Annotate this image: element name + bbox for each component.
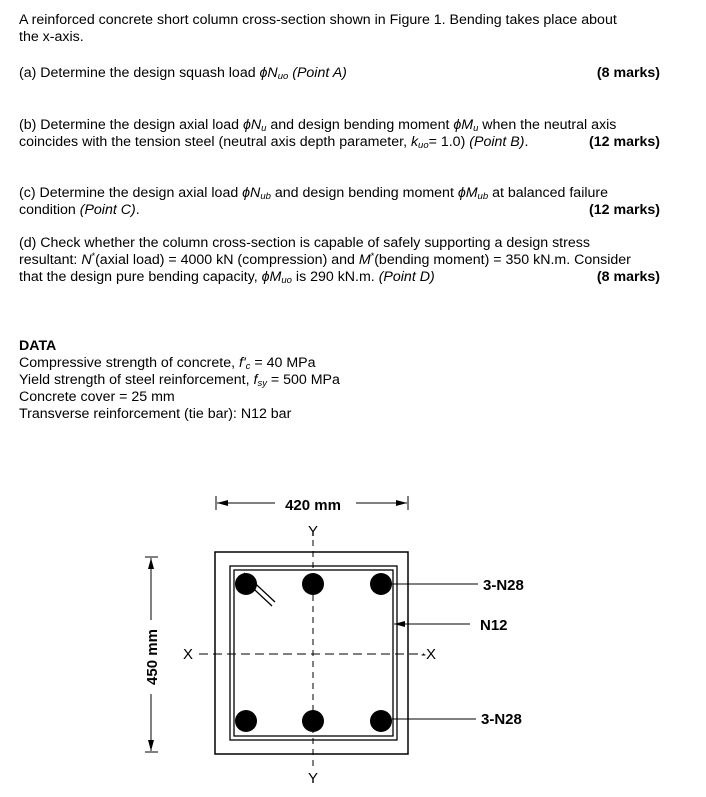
marks-c: (12 marks) (589, 202, 660, 218)
question-c-text-4: condition (19, 202, 80, 218)
data-steel-value: = 500 MPa (266, 372, 340, 388)
question-b-text-4: coincides with the tension steel (neutral axis depth parameter, (19, 134, 411, 150)
axial-load-subscript: u (261, 123, 267, 134)
question-d-text-3b: is 290 kN.m. (291, 269, 379, 285)
squash-load-symbol: ϕN (259, 65, 278, 81)
point-c-label: (Point C) (79, 202, 136, 218)
height-label: 450 mm (144, 629, 161, 685)
pure-bending-symbol: ϕM (261, 269, 282, 285)
callout-bottom-bars (392, 711, 522, 728)
axial-load-symbol: ϕN (242, 117, 262, 133)
question-b-text-3: when the neutral axis (478, 117, 617, 133)
pure-bending-subscript: uo (281, 275, 292, 286)
fsy-subscript: sy (257, 378, 267, 389)
n-star-superscript: * (91, 251, 96, 261)
data-line-tie: Transverse reinforcement (tie bar): N12 bar (19, 406, 292, 422)
bar-bottom-middle (302, 710, 324, 732)
label-top-bars: 3-N28 (483, 577, 524, 594)
point-d-label: (Point D) (378, 269, 435, 285)
question-a-text: (a) Determine the design squash load (19, 65, 260, 81)
bar-top-middle (302, 573, 324, 595)
fc-symbol: f' (239, 355, 246, 371)
question-b-text-1: (b) Determine the design axial load (19, 117, 243, 133)
callout-top-bars (392, 577, 524, 594)
question-b-period: . (524, 134, 529, 150)
balanced-axial-subscript: ub (260, 191, 271, 202)
squash-load-subscript: uo (277, 71, 289, 82)
question-b-text-5: = 1.0) (428, 134, 470, 150)
question-d-line-1: (d) Check whether the column cross-section is capable of safely supporting a design stress (19, 235, 590, 251)
moment-symbol: ϕM (453, 117, 474, 133)
balanced-moment-symbol: ϕM (457, 185, 478, 201)
callout-tie (394, 617, 508, 634)
fsy-symbol: f (253, 372, 258, 388)
width-label: 420 mm (285, 497, 341, 514)
question-c-text-3: at balanced failure (488, 185, 609, 201)
data-steel-text: Yield strength of steel reinforcement, (19, 372, 254, 388)
n-star-symbol: N (81, 252, 92, 268)
question-c-text-1: (c) Determine the design axial load (19, 185, 243, 201)
k-subscript: uo (418, 140, 429, 151)
marks-a: (8 marks) (596, 65, 660, 81)
y-axis-top-label: Y (307, 523, 319, 540)
fc-subscript: c (245, 361, 251, 372)
data-concrete-text: Compressive strength of concrete, (19, 355, 240, 371)
question-d-text-2b: (axial load) = 4000 kN (compression) and (95, 252, 359, 268)
intro-line-2: the x-axis. (19, 29, 84, 45)
question-d-text-2a: resultant: (19, 252, 82, 268)
moment-subscript: u (473, 123, 479, 134)
data-line-cover: Concrete cover = 25 mm (19, 389, 175, 405)
width-dimension (216, 496, 408, 514)
data-concrete-value: = 40 MPa (250, 355, 316, 371)
point-b-label: (Point B) (469, 134, 525, 150)
data-title: DATA (19, 338, 57, 354)
x-axis-left-label: X (183, 646, 194, 663)
label-bottom-bars: 3-N28 (481, 711, 522, 728)
label-tie-bar: N12 (480, 617, 508, 634)
y-axis-bottom-label: Y (307, 770, 319, 787)
marks-d: (8 marks) (596, 269, 660, 285)
m-star-symbol: M (358, 252, 371, 268)
marks-b: (12 marks) (589, 134, 660, 150)
balanced-moment-subscript: ub (477, 191, 489, 202)
bar-top-left (235, 573, 257, 595)
x-axis-right-label: -X (421, 646, 436, 663)
intro-line-1: A reinforced concrete short column cross-section shown in Figure 1. Bending takes place about (19, 12, 617, 28)
bar-bottom-left (235, 710, 257, 732)
point-a-label: (Point A) (292, 65, 347, 81)
bar-top-right (370, 573, 392, 595)
k-symbol: k (410, 134, 419, 150)
question-b-text-2: and design bending moment (266, 117, 454, 133)
height-dimension (144, 557, 161, 752)
question-d-text-3a: that the design pure bending capacity, (19, 269, 262, 285)
question-c-text-2: and design bending moment (270, 185, 458, 201)
question-d-text-2c: (bending moment) = 350 kN.m. Consider (374, 252, 631, 268)
question-c-period: . (135, 202, 140, 218)
balanced-axial-symbol: ϕN (242, 185, 261, 201)
m-star-superscript: * (370, 251, 375, 261)
bar-bottom-right (370, 710, 392, 732)
